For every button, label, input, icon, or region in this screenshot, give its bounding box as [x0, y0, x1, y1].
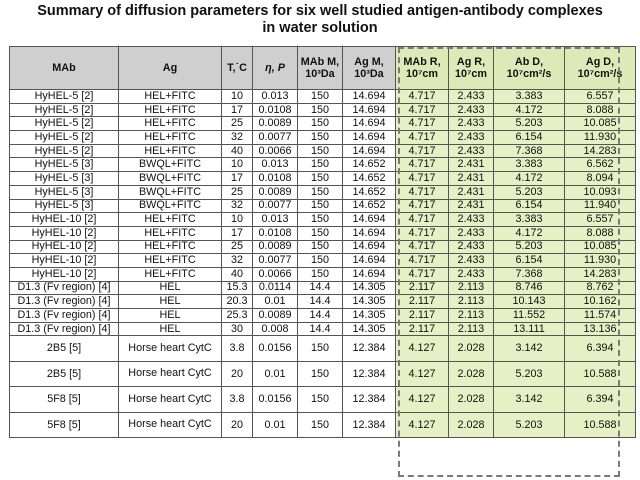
table-cell-mab-radius: 4.717 — [396, 131, 449, 145]
table-cell-temperature: 25 — [222, 185, 253, 199]
table-cell-mab: D1.3 (Fv region) [4] — [10, 322, 119, 336]
table-cell-ag-diffusion: 11.940 — [565, 199, 636, 213]
table-cell-ag: HEL+FITC — [119, 213, 222, 227]
table-cell-ab-diffusion: 6.154 — [494, 254, 565, 268]
table-cell-viscosity: 0.0077 — [253, 199, 298, 213]
table-cell-mab-mass: 150 — [298, 213, 343, 227]
table-cell-temperature: 25 — [222, 240, 253, 254]
table-cell-mab: HyHEL-5 [3] — [10, 172, 119, 186]
table-cell-ag-diffusion: 10.093 — [565, 185, 636, 199]
table-cell-ag: Horse heart CytC — [119, 336, 222, 362]
table-cell-mab: HyHEL-5 [2] — [10, 117, 119, 131]
table-cell-mab-radius: 4.127 — [396, 336, 449, 362]
table-cell-ab-diffusion: 3.142 — [494, 336, 565, 362]
table-cell-ab-diffusion: 7.368 — [494, 267, 565, 281]
table-cell-temperature: 17 — [222, 226, 253, 240]
table-cell-mab-radius: 2.117 — [396, 322, 449, 336]
table-container — [9, 46, 636, 438]
table-cell-ag-mass: 14.652 — [343, 185, 396, 199]
header-mab-mass-unit: 10³Da — [305, 68, 335, 80]
table-cell-mab: 2B5 [5] — [10, 361, 119, 387]
table-row — [10, 361, 636, 387]
table-cell-mab: 5F8 [5] — [10, 412, 119, 438]
table-cell-ag-radius: 2.113 — [449, 322, 494, 336]
table-cell-mab-mass: 150 — [298, 336, 343, 362]
table-cell-ag-mass: 14.694 — [343, 117, 396, 131]
table-cell-mab: HyHEL-5 [3] — [10, 199, 119, 213]
table-cell-mab-radius: 4.127 — [396, 361, 449, 387]
table-cell-ag-radius: 2.433 — [449, 213, 494, 227]
table-cell-ag-diffusion: 8.088 — [565, 226, 636, 240]
table-cell-mab-radius: 4.717 — [396, 117, 449, 131]
table-cell-temperature: 20 — [222, 361, 253, 387]
table-cell-mab: HyHEL-10 [2] — [10, 240, 119, 254]
table-cell-mab-radius: 4.717 — [396, 213, 449, 227]
table-cell-ag: HEL+FITC — [119, 144, 222, 158]
table-cell-mab-mass: 150 — [298, 226, 343, 240]
table-cell-viscosity: 0.0156 — [253, 336, 298, 362]
table-cell-mab-radius: 4.717 — [396, 144, 449, 158]
table-cell-ag-mass: 14.694 — [343, 144, 396, 158]
table-cell-ag-radius: 2.113 — [449, 309, 494, 323]
table-cell-temperature: 17 — [222, 172, 253, 186]
table-cell-mab: D1.3 (Fv region) [4] — [10, 309, 119, 323]
table-cell-viscosity: 0.0077 — [253, 254, 298, 268]
table-cell-mab: D1.3 (Fv region) [4] — [10, 281, 119, 295]
table-cell-mab: HyHEL-5 [2] — [10, 131, 119, 145]
table-cell-ab-diffusion: 3.383 — [494, 213, 565, 227]
table-cell-ag: HEL+FITC — [119, 117, 222, 131]
table-cell-temperature: 10 — [222, 90, 253, 104]
table-cell-viscosity: 0.0108 — [253, 226, 298, 240]
table-cell-ag-radius: 2.431 — [449, 199, 494, 213]
diffusion-table — [9, 46, 636, 438]
table-cell-viscosity: 0.0089 — [253, 309, 298, 323]
table-row — [10, 90, 636, 104]
table-cell-viscosity: 0.0066 — [253, 267, 298, 281]
table-cell-ag-diffusion: 6.394 — [565, 336, 636, 362]
table-row — [10, 254, 636, 268]
header-mab-mass-label: MAb M, — [300, 56, 340, 68]
table-cell-mab-radius: 4.127 — [396, 387, 449, 413]
table-row — [10, 267, 636, 281]
header-ag-label: Ag — [162, 62, 178, 74]
table-cell-mab: D1.3 (Fv region) [4] — [10, 295, 119, 309]
table-cell-ag: BWQL+FITC — [119, 199, 222, 213]
table-cell-ab-diffusion: 6.154 — [494, 199, 565, 213]
table-cell-ag-diffusion: 11.930 — [565, 131, 636, 145]
table-cell-ag: HEL — [119, 309, 222, 323]
table-cell-ag: HEL+FITC — [119, 254, 222, 268]
table-cell-temperature: 40 — [222, 144, 253, 158]
table-cell-ag-radius: 2.433 — [449, 254, 494, 268]
table-cell-ab-diffusion: 3.383 — [494, 90, 565, 104]
table-cell-ag-radius: 2.028 — [449, 361, 494, 387]
table-cell-mab-radius: 4.717 — [396, 240, 449, 254]
table-cell-ag-radius: 2.433 — [449, 226, 494, 240]
table-row — [10, 387, 636, 413]
table-cell-ag-diffusion: 14.283 — [565, 267, 636, 281]
header-mab — [10, 47, 119, 90]
table-cell-ag: Horse heart CytC — [119, 412, 222, 438]
table-cell-ag-radius: 2.433 — [449, 240, 494, 254]
table-cell-ag-diffusion: 14.283 — [565, 144, 636, 158]
table-cell-ag-radius: 2.028 — [449, 387, 494, 413]
table-cell-ab-diffusion: 10.143 — [494, 295, 565, 309]
table-cell-ag: BWQL+FITC — [119, 185, 222, 199]
table-cell-mab: HyHEL-10 [2] — [10, 213, 119, 227]
table-cell-mab: HyHEL-5 [2] — [10, 90, 119, 104]
table-cell-mab-radius: 4.717 — [396, 172, 449, 186]
table-cell-ag-radius: 2.433 — [449, 117, 494, 131]
table-cell-mab: HyHEL-5 [3] — [10, 158, 119, 172]
table-row — [10, 158, 636, 172]
table-cell-ag: Horse heart CytC — [119, 387, 222, 413]
table-cell-mab-mass: 150 — [298, 158, 343, 172]
table-cell-ag-mass: 14.694 — [343, 240, 396, 254]
table-body — [10, 90, 636, 438]
table-cell-viscosity: 0.0089 — [253, 185, 298, 199]
table-cell-ag-mass: 14.694 — [343, 213, 396, 227]
table-cell-ag: HEL — [119, 322, 222, 336]
table-row — [10, 103, 636, 117]
table-cell-ag-mass: 14.305 — [343, 295, 396, 309]
table-cell-ag: HEL — [119, 295, 222, 309]
table-cell-ag-diffusion: 6.557 — [565, 90, 636, 104]
table-cell-mab: HyHEL-10 [2] — [10, 267, 119, 281]
table-cell-mab-radius: 4.717 — [396, 267, 449, 281]
table-cell-ag-radius: 2.431 — [449, 158, 494, 172]
table-cell-ag: HEL+FITC — [119, 103, 222, 117]
table-cell-mab-mass: 150 — [298, 172, 343, 186]
table-cell-ag: BWQL+FITC — [119, 158, 222, 172]
table-cell-ab-diffusion: 5.203 — [494, 412, 565, 438]
table-cell-temperature: 10 — [222, 213, 253, 227]
title-line-1: Summary of diffusion parameters for six well studied antigen-antibody complexes — [37, 3, 603, 19]
header-ag-mass — [343, 47, 396, 90]
table-cell-mab: HyHEL-5 [3] — [10, 185, 119, 199]
table-cell-mab-radius: 4.717 — [396, 103, 449, 117]
table-cell-ag-mass: 12.384 — [343, 336, 396, 362]
table-row — [10, 172, 636, 186]
table-cell-ag-mass: 12.384 — [343, 387, 396, 413]
table-cell-mab-radius: 4.717 — [396, 158, 449, 172]
table-cell-ag-radius: 2.433 — [449, 103, 494, 117]
table-cell-mab-mass: 14.4 — [298, 309, 343, 323]
table-cell-ag-diffusion: 8.094 — [565, 172, 636, 186]
header-mab-mass — [298, 47, 343, 90]
table-cell-viscosity: 0.0089 — [253, 117, 298, 131]
header-mab-label: MAb — [52, 62, 76, 74]
table-cell-mab-mass: 14.4 — [298, 322, 343, 336]
table-cell-ag-mass: 14.694 — [343, 267, 396, 281]
header-ag-radius — [449, 47, 494, 90]
table-row — [10, 185, 636, 199]
table-cell-ag: HEL — [119, 281, 222, 295]
header-ab-diffusion — [494, 47, 565, 90]
table-cell-viscosity: 0.0108 — [253, 172, 298, 186]
table-cell-ab-diffusion: 5.203 — [494, 185, 565, 199]
table-cell-ab-diffusion: 5.203 — [494, 117, 565, 131]
table-cell-ag-radius: 2.433 — [449, 267, 494, 281]
table-cell-ag-radius: 2.433 — [449, 131, 494, 145]
table-cell-mab-radius: 4.717 — [396, 90, 449, 104]
table-cell-viscosity: 0.0156 — [253, 387, 298, 413]
header-viscosity — [253, 47, 298, 90]
table-cell-ab-diffusion: 5.203 — [494, 240, 565, 254]
table-cell-mab: 5F8 [5] — [10, 387, 119, 413]
header-temperature-label: T,˙C — [227, 62, 247, 74]
table-cell-mab: 2B5 [5] — [10, 336, 119, 362]
table-cell-mab-radius: 2.117 — [396, 309, 449, 323]
table-cell-ag-radius: 2.028 — [449, 412, 494, 438]
table-cell-temperature: 32 — [222, 254, 253, 268]
table-cell-ab-diffusion: 4.172 — [494, 226, 565, 240]
table-row — [10, 336, 636, 362]
table-cell-ag-diffusion: 8.762 — [565, 281, 636, 295]
table-cell-ag-mass: 14.694 — [343, 131, 396, 145]
table-cell-ag-diffusion: 11.574 — [565, 309, 636, 323]
table-cell-ab-diffusion: 6.154 — [494, 131, 565, 145]
table-cell-ag-mass: 14.652 — [343, 172, 396, 186]
table-cell-viscosity: 0.01 — [253, 361, 298, 387]
table-cell-ag: HEL+FITC — [119, 226, 222, 240]
header-mab-radius-label: MAb R, — [403, 56, 441, 68]
table-cell-ab-diffusion: 7.368 — [494, 144, 565, 158]
table-cell-temperature: 15.3 — [222, 281, 253, 295]
table-cell-ag-mass: 14.694 — [343, 103, 396, 117]
table-cell-ag-diffusion: 6.562 — [565, 158, 636, 172]
table-cell-mab-mass: 14.4 — [298, 281, 343, 295]
table-cell-ag-diffusion: 10.588 — [565, 361, 636, 387]
table-cell-mab-mass: 14.4 — [298, 295, 343, 309]
table-cell-ag: HEL+FITC — [119, 131, 222, 145]
table-cell-ag-diffusion: 11.930 — [565, 254, 636, 268]
table-cell-viscosity: 0.013 — [253, 158, 298, 172]
table-cell-mab-mass: 150 — [298, 131, 343, 145]
table-cell-temperature: 32 — [222, 131, 253, 145]
header-mab-radius — [396, 47, 449, 90]
table-cell-ag-mass: 12.384 — [343, 361, 396, 387]
table-cell-viscosity: 0.008 — [253, 322, 298, 336]
table-cell-temperature: 40 — [222, 267, 253, 281]
table-cell-ag-radius: 2.433 — [449, 144, 494, 158]
table-cell-temperature: 32 — [222, 199, 253, 213]
table-cell-mab-radius: 4.717 — [396, 226, 449, 240]
table-cell-mab-mass: 150 — [298, 361, 343, 387]
table-cell-viscosity: 0.0089 — [253, 240, 298, 254]
table-cell-ag-radius: 2.433 — [449, 90, 494, 104]
header-row — [10, 47, 636, 90]
table-cell-ag-mass: 14.652 — [343, 199, 396, 213]
table-cell-viscosity: 0.0108 — [253, 103, 298, 117]
table-row — [10, 309, 636, 323]
table-cell-mab-mass: 150 — [298, 199, 343, 213]
table-row — [10, 412, 636, 438]
table-cell-mab-mass: 150 — [298, 240, 343, 254]
table-cell-temperature: 20.3 — [222, 295, 253, 309]
table-cell-temperature: 3.8 — [222, 387, 253, 413]
table-cell-temperature: 3.8 — [222, 336, 253, 362]
header-viscosity-label: η, P — [265, 62, 285, 74]
table-cell-ag-radius: 2.431 — [449, 185, 494, 199]
table-cell-mab-mass: 150 — [298, 412, 343, 438]
table-cell-ag-diffusion: 10.085 — [565, 240, 636, 254]
table-cell-ag-radius: 2.113 — [449, 281, 494, 295]
header-ag-radius-unit: 10⁷cm — [454, 68, 488, 80]
header-ag-mass-unit: 10³Da — [354, 68, 384, 80]
table-cell-viscosity: 0.013 — [253, 213, 298, 227]
table-cell-mab-mass: 150 — [298, 387, 343, 413]
table-cell-ab-diffusion: 13.111 — [494, 322, 565, 336]
table-cell-temperature: 10 — [222, 158, 253, 172]
header-ab-diffusion-unit: 10⁷cm²/s — [506, 68, 552, 80]
table-cell-mab-mass: 150 — [298, 254, 343, 268]
table-cell-ag-mass: 14.694 — [343, 254, 396, 268]
table-cell-mab-mass: 150 — [298, 185, 343, 199]
header-ag-diffusion — [565, 47, 636, 90]
table-cell-viscosity: 0.0066 — [253, 144, 298, 158]
table-cell-ag: Horse heart CytC — [119, 361, 222, 387]
table-cell-temperature: 25.3 — [222, 309, 253, 323]
table-cell-ag-mass: 14.652 — [343, 158, 396, 172]
table-cell-ab-diffusion: 5.203 — [494, 361, 565, 387]
table-cell-ag-mass: 14.305 — [343, 322, 396, 336]
table-cell-mab: HyHEL-10 [2] — [10, 254, 119, 268]
table-cell-ab-diffusion: 11.552 — [494, 309, 565, 323]
table-cell-ab-diffusion: 3.383 — [494, 158, 565, 172]
table-cell-ag-diffusion: 6.394 — [565, 387, 636, 413]
table-cell-mab-radius: 2.117 — [396, 281, 449, 295]
table-cell-viscosity: 0.0077 — [253, 131, 298, 145]
table-row — [10, 199, 636, 213]
table-cell-ag-diffusion: 13.136 — [565, 322, 636, 336]
slide-title — [0, 3, 640, 37]
header-ag-diffusion-label: Ag D, — [585, 56, 615, 68]
table-row — [10, 226, 636, 240]
header-ag — [119, 47, 222, 90]
header-ab-diffusion-label: Ab D, — [514, 56, 544, 68]
table-cell-viscosity: 0.013 — [253, 90, 298, 104]
table-cell-ag-diffusion: 10.162 — [565, 295, 636, 309]
table-cell-ag-mass: 14.694 — [343, 226, 396, 240]
table-cell-mab-mass: 150 — [298, 144, 343, 158]
table-cell-mab-radius: 2.117 — [396, 295, 449, 309]
table-cell-ag-mass: 14.694 — [343, 90, 396, 104]
table-cell-ag-diffusion: 10.085 — [565, 117, 636, 131]
table-cell-ab-diffusion: 4.172 — [494, 103, 565, 117]
table-row — [10, 213, 636, 227]
table-cell-ag: HEL+FITC — [119, 240, 222, 254]
table-row — [10, 144, 636, 158]
table-cell-ag-mass: 12.384 — [343, 412, 396, 438]
table-cell-mab-mass: 150 — [298, 103, 343, 117]
table-cell-ag: BWQL+FITC — [119, 172, 222, 186]
table-cell-ag-diffusion: 8.088 — [565, 103, 636, 117]
table-row — [10, 240, 636, 254]
table-cell-ag-radius: 2.028 — [449, 336, 494, 362]
table-cell-mab-radius: 4.717 — [396, 199, 449, 213]
table-cell-temperature: 25 — [222, 117, 253, 131]
table-cell-ag-mass: 14.305 — [343, 281, 396, 295]
table-row — [10, 131, 636, 145]
title-line-2: in water solution — [262, 20, 378, 36]
table-cell-ag-mass: 14.305 — [343, 309, 396, 323]
table-cell-mab-radius: 4.717 — [396, 254, 449, 268]
header-temperature — [222, 47, 253, 90]
table-cell-mab: HyHEL-10 [2] — [10, 226, 119, 240]
table-row — [10, 117, 636, 131]
table-cell-mab: HyHEL-5 [2] — [10, 144, 119, 158]
table-cell-viscosity: 0.01 — [253, 412, 298, 438]
table-cell-ag-diffusion: 10.588 — [565, 412, 636, 438]
table-cell-ag-radius: 2.113 — [449, 295, 494, 309]
table-cell-ag-radius: 2.431 — [449, 172, 494, 186]
table-cell-temperature: 30 — [222, 322, 253, 336]
table-cell-ag-diffusion: 6.557 — [565, 213, 636, 227]
table-cell-temperature: 20 — [222, 412, 253, 438]
table-cell-mab-mass: 150 — [298, 117, 343, 131]
table-cell-ag: HEL+FITC — [119, 90, 222, 104]
table-cell-viscosity: 0.01 — [253, 295, 298, 309]
header-ag-radius-label: Ag R, — [456, 56, 486, 68]
table-cell-mab-radius: 4.717 — [396, 185, 449, 199]
header-ag-diffusion-unit: 10⁷cm²/s — [577, 68, 623, 80]
table-cell-ab-diffusion: 8.746 — [494, 281, 565, 295]
table-cell-ag: HEL+FITC — [119, 267, 222, 281]
table-row — [10, 295, 636, 309]
table-cell-viscosity: 0.0114 — [253, 281, 298, 295]
table-cell-mab-radius: 4.127 — [396, 412, 449, 438]
table-cell-temperature: 17 — [222, 103, 253, 117]
table-cell-mab: HyHEL-5 [2] — [10, 103, 119, 117]
table-row — [10, 281, 636, 295]
table-cell-mab-mass: 150 — [298, 267, 343, 281]
table-cell-ab-diffusion: 3.142 — [494, 387, 565, 413]
table-cell-mab-mass: 150 — [298, 90, 343, 104]
header-ag-mass-label: Ag M, — [354, 56, 384, 68]
table-row — [10, 322, 636, 336]
header-mab-radius-unit: 10⁷cm — [405, 68, 439, 80]
table-cell-ab-diffusion: 4.172 — [494, 172, 565, 186]
